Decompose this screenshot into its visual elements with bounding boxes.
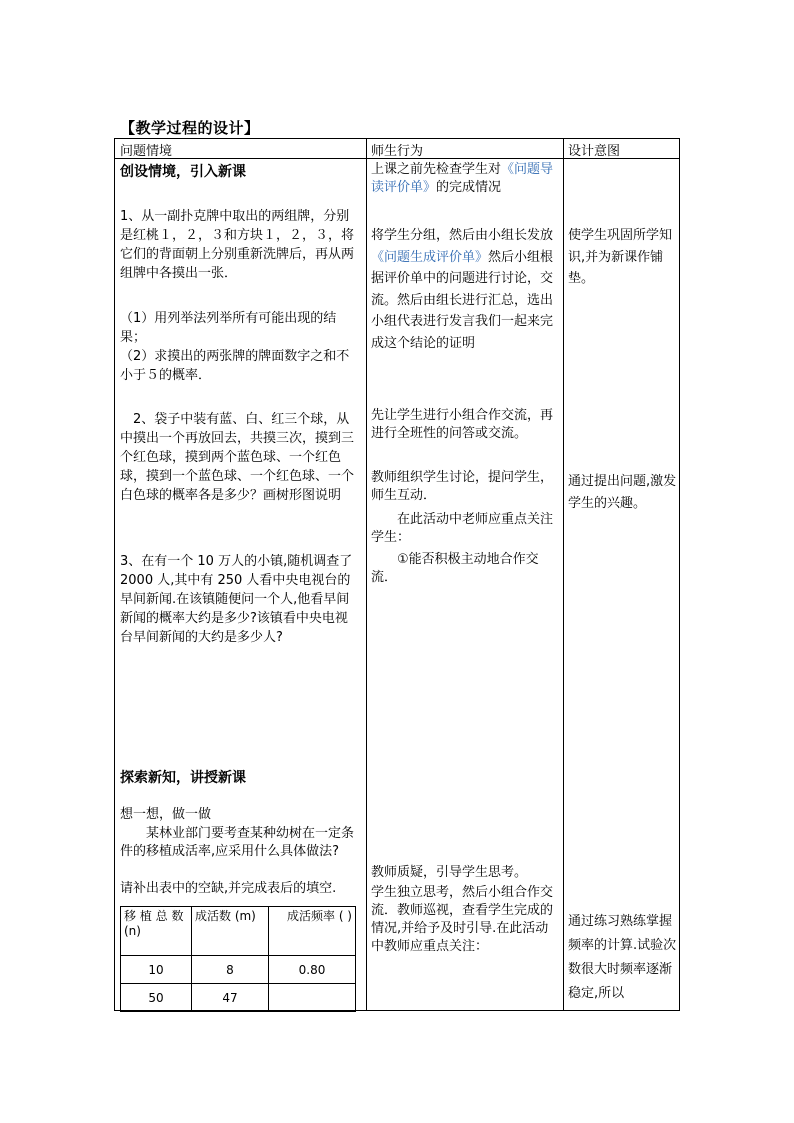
intent-frequency: 通过练习熟练掌握频率的计算.试验次数很大时频率逐渐稳定,所以 bbox=[568, 914, 677, 1001]
behavior-questioning: 教师质疑，引导学生思考。 bbox=[371, 865, 528, 880]
behavior-independent-thinking: 学生独立思考，然后小组合作交流．教师巡视，查看学生完成的情况,并给予及时引导.在此活动中教师应重点关注： bbox=[371, 885, 554, 954]
table-cell: 47 bbox=[192, 984, 269, 1012]
intent-interest: 通过提出问题,激发学生的兴趣。 bbox=[568, 474, 677, 511]
table-row bbox=[121, 956, 356, 984]
problem-3: 3、在有一个 10 万人的小镇,随机调查了 2000 人,其中有 250 人看中央电视台的早间新闻.在该镇随便问一个人,他看早间新闻的概率大约是多少?该镇看中央电视台早间新闻的大约是多少人? bbox=[120, 554, 353, 645]
header-scenario: 问题情境 bbox=[120, 144, 173, 159]
generation-sheet-link: 《问题生成评价单》 bbox=[371, 249, 489, 265]
problem-2: 2、袋子中装有蓝、白、红三个球，从中摸出一个再放回去，共摸三次，摸到三个红色球，摸到两个蓝色球、一个红色球，摸到一个蓝色球、一个红色球、一个白色球的概率各是多少？画树形图说明 bbox=[120, 412, 355, 503]
table-cell: 0.80 bbox=[269, 956, 356, 984]
frequency-table bbox=[120, 906, 356, 1012]
behavior-grouping bbox=[371, 225, 559, 354]
behavior-teacher-organize: 教师组织学生讨论，提问学生，师生互动． bbox=[371, 470, 554, 503]
behavior-text: 然后小组根据评价单中的问题进行讨论，交流。然后由组长进行汇总，选出小组代表进行发言我们一起来完成这个结论的证明 bbox=[371, 249, 554, 351]
header-survived: 成活数 (m) bbox=[192, 907, 269, 956]
header-total: 移 植 总 数 (n) bbox=[121, 907, 192, 956]
table-cell: 8 bbox=[192, 956, 269, 984]
behavior-group-discussion: 先让学生进行小组合作交流，再进行全班性的问答或交流。 bbox=[371, 408, 554, 441]
behavior-text: 将学生分组，然后由小组长发放 bbox=[371, 228, 554, 243]
behavior-text: 上课之前先检查学生对 bbox=[371, 162, 502, 177]
section-title-explore: 探索新知，讲授新课 bbox=[120, 770, 246, 786]
column-divider bbox=[563, 139, 564, 1010]
page-title: 【教学过程的设计】 bbox=[120, 119, 260, 137]
table-cell: 10 bbox=[121, 956, 192, 984]
section-title-intro: 创设情境，引入新课 bbox=[120, 164, 246, 180]
behavior-focus: 在此活动中老师应重点关注学生： bbox=[371, 512, 554, 545]
behavior-cooperation: ①能否积极主动地合作交流． bbox=[371, 552, 539, 585]
table-cell: 50 bbox=[121, 984, 192, 1012]
fill-table-instruction: 请补出表中的空缺,并完成表后的填空. bbox=[120, 881, 337, 896]
table-row bbox=[121, 984, 356, 1012]
problem-1: 1、从一副扑克牌中取出的两组牌，分别是红桃１，２，３和方块１，２，３，将它们的背面朝上分别重新洗牌后，再从两组牌中各摸出一张． bbox=[120, 209, 355, 281]
behavior-text: 的完成情况 bbox=[436, 180, 502, 195]
behavior-check-preview bbox=[371, 161, 559, 197]
lesson-table bbox=[114, 138, 680, 1011]
header-frequency: 成活频率 ( ) bbox=[269, 907, 356, 956]
table-header-row bbox=[121, 907, 356, 956]
header-intent: 设计意图 bbox=[568, 144, 621, 159]
header-behavior: 师生行为 bbox=[371, 144, 424, 159]
tree-survey-question: 某林业部门要考查某种幼树在一定条件的移植成活率,应采用什么具体做法? bbox=[120, 826, 355, 859]
table-cell bbox=[269, 984, 356, 1012]
think-and-do: 想一想，做一做 bbox=[120, 807, 212, 822]
problem-1-part-2: （2）求摸出的两张牌的牌面数字之和不小于５的概率． bbox=[120, 349, 350, 383]
column-divider bbox=[366, 139, 367, 1010]
preview-sheet-link: 《问题导读评价单》 bbox=[371, 162, 554, 195]
intent-consolidate: 使学生巩固所学知识,并为新课作铺垫。 bbox=[568, 228, 673, 286]
problem-1-part-1: （1）用列举法列举所有可能出现的结果； bbox=[120, 311, 337, 345]
